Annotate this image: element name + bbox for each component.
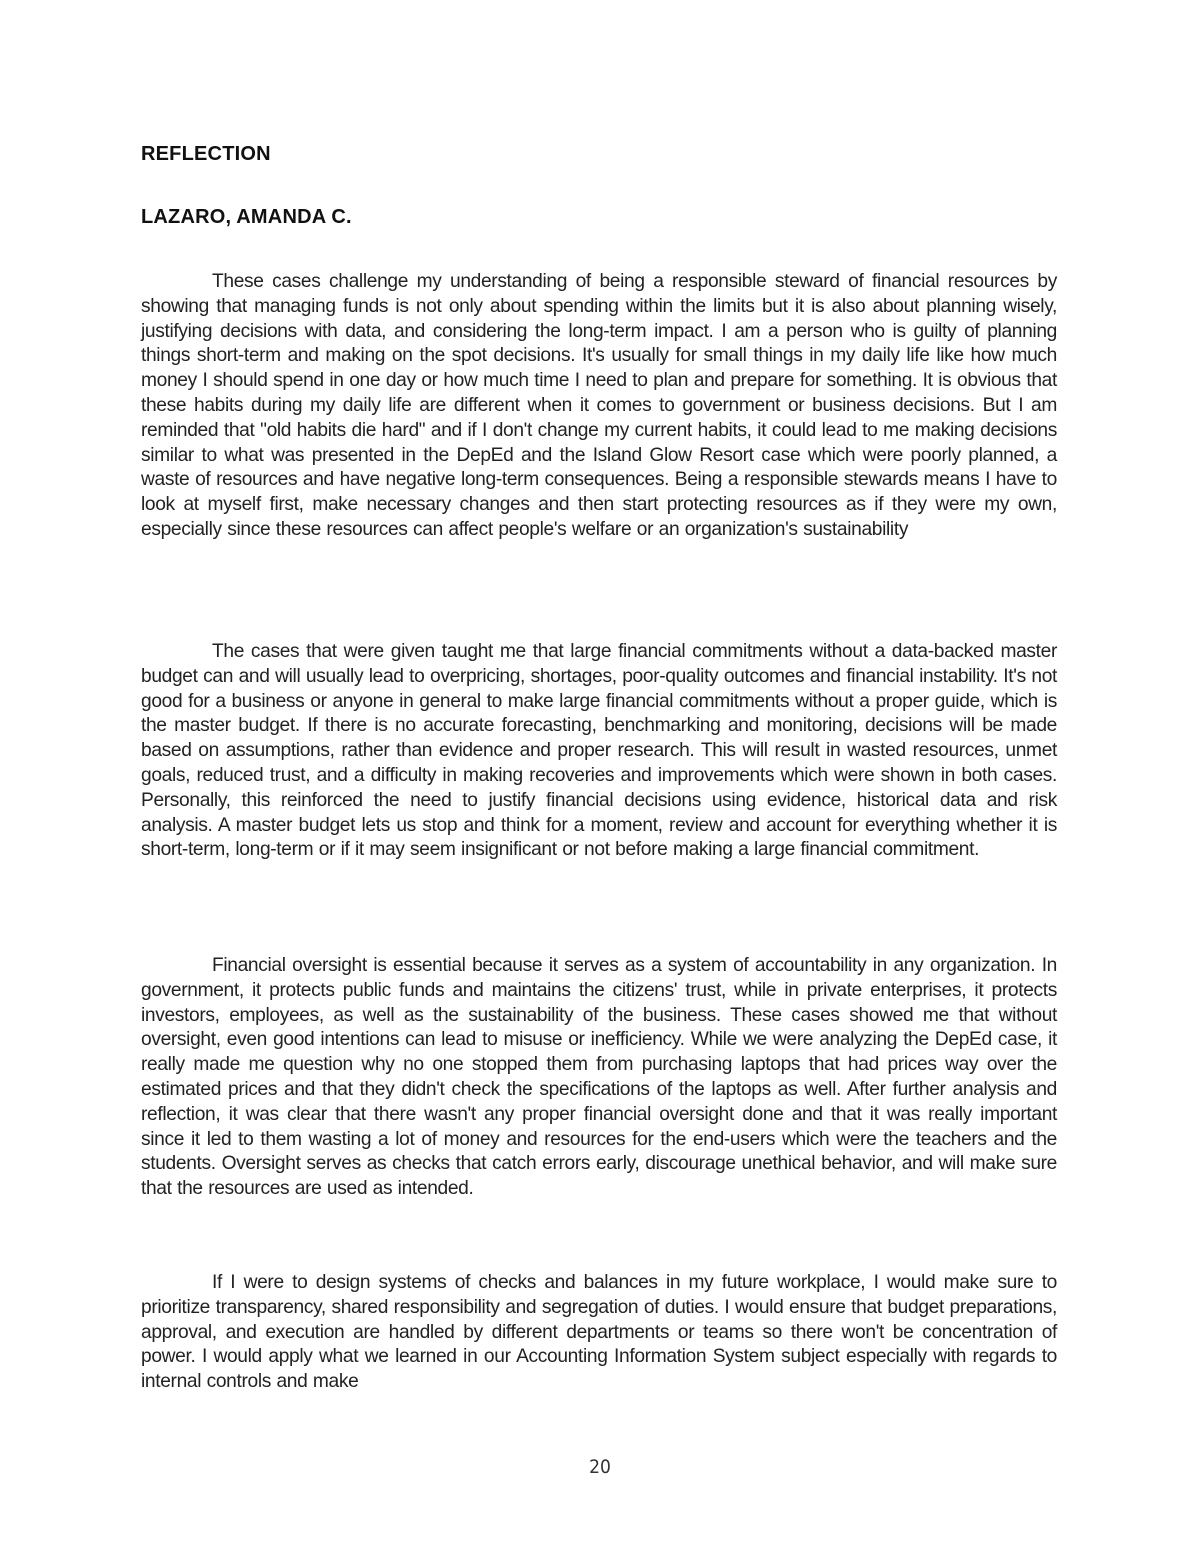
- paragraph-text: These cases challenge my understanding of being a responsible steward of financial resources by showing that managing funds is not only about spending within the limits but it is also about planning wisely, justifying decisions with data, and considering the long-term impact. I am a person who is guilty of planning things short-term and making on the spot decisions. It's usually for small things in my daily life like how much money I should spend in one day or how much time I need to plan and prepare for something. It is obvious that these habits during my daily life are different when it comes to government or business decisions. But I am reminded that "old habits die hard" and if I don't change my current habits, it could lead to me making decisions similar to what was presented in the DepEd and the Island Glow Resort case which were poorly planned, a waste of resources and have negative long-term consequences. Being a responsible stewards means I have to look at myself first, make necessary changes and then start protecting resources as if they were my own, especially since these resources can affect people's welfare or an organization's sustainability: [141, 271, 1057, 540]
- paragraph-text: Financial oversight is essential because it serves as a system of accountability in any organization. In government, it protects public funds and maintains the citizens' trust, while in private enterprises, it protects investors, employees, as well as the sustainability of the business. These cases showed me that without oversight, even good intentions can lead to misuse or inefficiency. While we were analyzing the DepEd case, it really made me question why no one stopped them from purchasing laptops that had prices way over the estimated prices and that they didn't check the specifications of the laptops as well. After further analysis and reflection, it was clear that there wasn't any proper financial oversight done and that it was really important since it led to them wasting a lot of money and resources for the end-users which were the teachers and the students. Oversight serves as checks that catch errors early, discourage unethical behavior, and will make sure that the resources are used as intended.: [141, 955, 1057, 1200]
- author-name: LAZARO, AMANDA C.: [141, 206, 352, 228]
- paragraph-text: If I were to design systems of checks and balances in my future workplace, I would make sure to prioritize transparency, shared responsibility and segregation of duties. I would ensure that budget preparations, approval, and execution are handled by different departments or teams so there won't be concentration of power. I would apply what we learned in our Accounting Information System subject especially with regards to internal controls and make: [141, 1272, 1057, 1393]
- paragraph-financial-oversight: [141, 954, 1057, 1202]
- page-number: 20: [589, 1456, 611, 1478]
- paragraph-stewardship: [141, 270, 1057, 543]
- paragraph-text: The cases that were given taught me that large financial commitments without a data-backed master budget can and will usually lead to overpricing, shortages, poor-quality outcomes and financial instability. It's not good for a business or anyone in general to make large financial commitments without a proper guide, which is the master budget. If there is no accurate forecasting, benchmarking and monitoring, decisions will be made based on assumptions, rather than evidence and proper research. This will result in wasted resources, unmet goals, reduced trust, and a difficulty in making recoveries and improvements which were shown in both cases. Personally, this reinforced the need to justify financial decisions using evidence, historical data and risk analysis. A master budget lets us stop and think for a moment, review and account for everything whether it is short-term, long-term or if it may seem insignificant or not before making a large financial commitment.: [141, 641, 1057, 861]
- document-title: REFLECTION: [141, 143, 271, 165]
- paragraph-master-budget: [141, 640, 1057, 863]
- paragraph-checks-and-balances: [141, 1271, 1057, 1395]
